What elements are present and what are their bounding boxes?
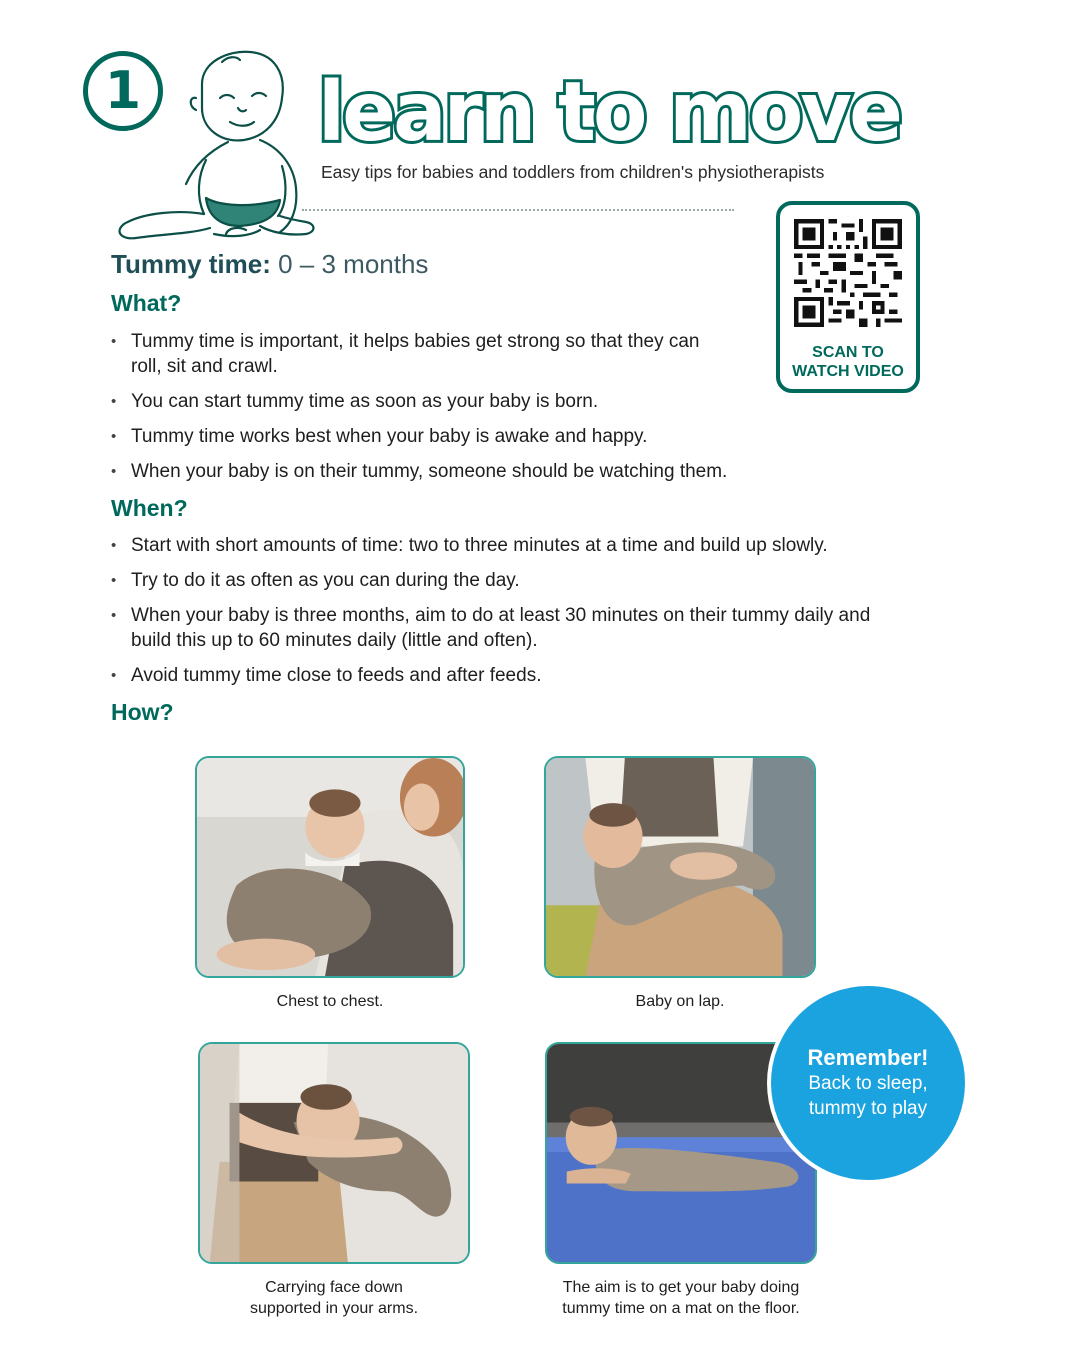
section-label: Tummy time: — [111, 249, 271, 279]
when-heading: When? — [111, 495, 188, 521]
what-heading: What? — [111, 290, 182, 316]
qr-caption: SCAN TO WATCH VIDEO — [792, 344, 904, 380]
photo-caption: Chest to chest. — [276, 993, 384, 1010]
how-heading: How? — [111, 699, 174, 725]
list-item: • You can start tummy time as soon as your baby is born. — [111, 389, 731, 414]
page-title — [312, 60, 912, 165]
list-item: • When your baby is on their tummy, someone should be watching them. — [111, 459, 731, 484]
section-title — [111, 249, 428, 280]
list-item: • When your baby is three months, aim to do at least 30 minutes on their tummy daily and build this up to 60 minutes daily (little and often). — [111, 603, 876, 653]
photo-chest-to-chest — [195, 756, 465, 978]
photo-caption: Carrying face down supported in your arms. — [249, 1279, 419, 1317]
page-subtitle: Easy tips for babies and toddlers from children's physiotherapists — [321, 162, 825, 182]
list-item: • Avoid tummy time close to feeds and after feeds. — [111, 663, 901, 688]
remember-bubble — [767, 982, 969, 1184]
what-list — [111, 329, 731, 484]
list-item: • Tummy time is important, it helps babies get strong so that they can roll, sit and crawl. — [111, 329, 731, 379]
qr-card[interactable] — [776, 201, 920, 393]
remember-title: Remember! — [807, 1045, 929, 1070]
divider — [302, 209, 734, 211]
photo-caption: Baby on lap. — [635, 993, 725, 1010]
list-item: • Tummy time works best when your baby is awake and happy. — [111, 424, 731, 449]
photo-baby-on-lap — [544, 756, 816, 978]
when-list — [111, 533, 901, 688]
step-number: 1 — [104, 61, 142, 121]
photo-caption: The aim is to get your baby doing tummy time on a mat on the floor. — [562, 1279, 800, 1317]
age-range: 0 – 3 months — [278, 249, 429, 279]
list-item: • Start with short amounts of time: two to three minutes at a time and build up slowly. — [111, 533, 901, 558]
qr-code-icon[interactable] — [794, 219, 902, 327]
page-title-text: learn to move — [318, 65, 900, 160]
list-item: • Try to do it as often as you can during the day. — [111, 568, 901, 593]
baby-illustration — [110, 48, 320, 243]
photo-carrying-face-down — [198, 1042, 470, 1264]
remember-text: Back to sleep, tummy to play — [808, 1073, 928, 1119]
